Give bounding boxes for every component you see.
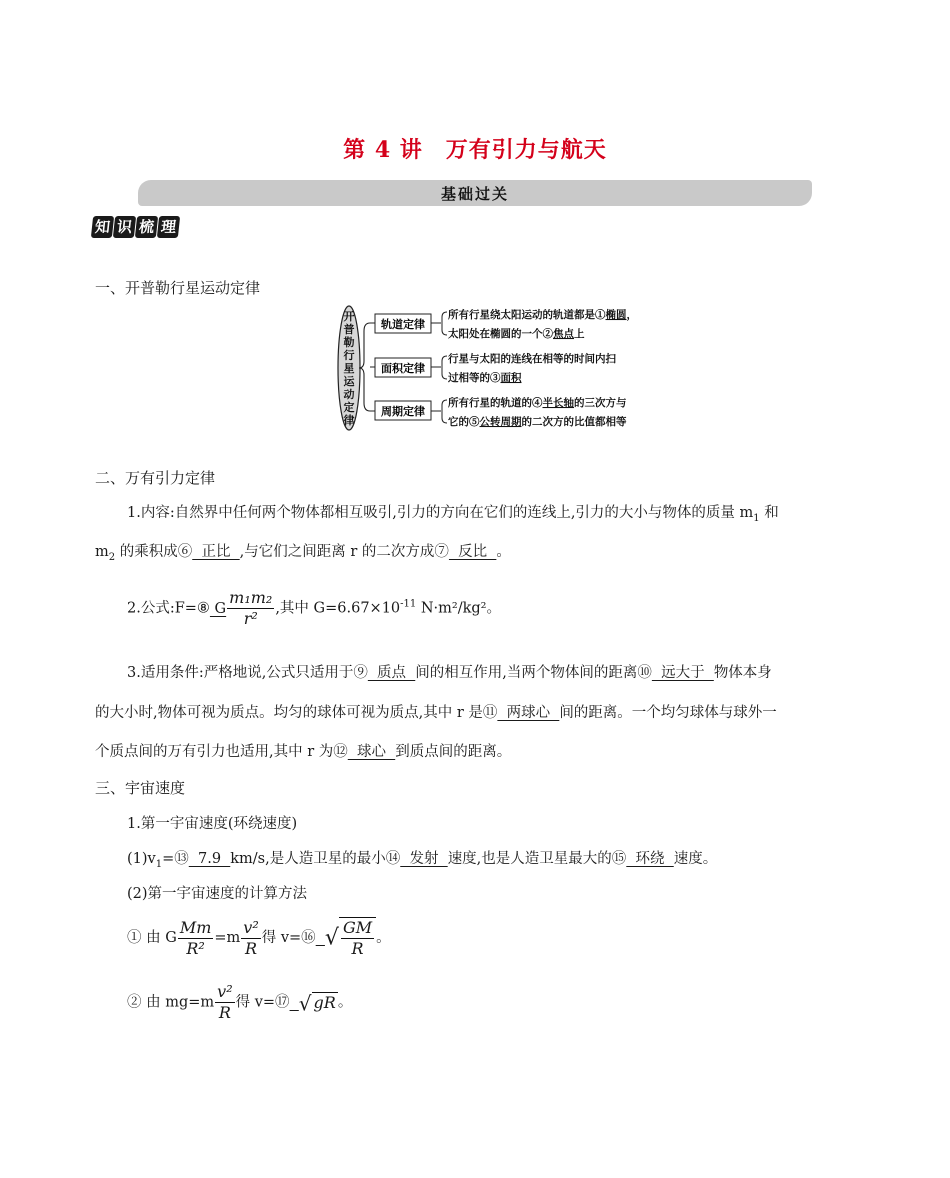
fraction xyxy=(178,918,214,959)
denominator: r² xyxy=(243,609,258,628)
text: 。 xyxy=(496,544,511,560)
fraction xyxy=(215,982,234,1023)
tag-char: 识 xyxy=(113,216,136,238)
denominator: R xyxy=(244,938,258,958)
numerator: m₁m₂ xyxy=(229,588,273,607)
subscript: 2 xyxy=(108,551,116,563)
numerator: GM xyxy=(342,918,373,937)
answer-6: 正比 xyxy=(192,544,240,560)
text: ① 由 G xyxy=(127,930,177,946)
answer-9: 质点 xyxy=(367,665,416,681)
fraction xyxy=(341,918,374,959)
numerator: v² xyxy=(217,982,233,1001)
radicand: gR xyxy=(313,992,336,1012)
knowledge-tag xyxy=(92,216,184,240)
fraction xyxy=(227,588,274,629)
root-char: 勒 xyxy=(343,336,355,349)
law-brace-orbit xyxy=(431,312,447,335)
root-char: 普 xyxy=(343,323,355,336)
text: m xyxy=(95,544,109,560)
conditions-line1 xyxy=(127,663,772,683)
orbit-law-line2: 太阳处在椭圆的一个②焦点上 xyxy=(448,328,585,340)
gravitation-formula-line xyxy=(127,588,501,629)
first-cosmic-velocity-title: 1.第一宇宙速度(环绕速度) xyxy=(127,816,298,832)
root-char: 运 xyxy=(343,375,355,388)
answer-16-blank xyxy=(316,930,325,946)
section-heading-gravitation: 二、万有引力定律 xyxy=(95,469,216,487)
method-1 xyxy=(127,917,391,959)
text: N·m²/kg²。 xyxy=(416,600,501,617)
text: 1.内容:自然界中任何两个物体都相互吸引,引力的方向在它们的连线上,引力的大小与物体的质量 m xyxy=(127,505,754,521)
period-law-line2: 它的⑤公转周期的二次方的比值都相等 xyxy=(448,416,627,428)
radical-sign-icon: √ xyxy=(324,925,339,951)
law-brace-area xyxy=(431,356,447,379)
numerator: v² xyxy=(243,917,259,937)
conditions-line3 xyxy=(95,742,511,762)
area-law-line2: 过相等的③面积 xyxy=(448,372,522,384)
constant-g: G xyxy=(209,600,227,617)
answer-10: 远大于 xyxy=(651,665,714,681)
radical-sign-icon: √ xyxy=(298,991,312,1016)
text: 的大小时,物体可视为质点。均匀的球体可视为质点,其中 r 是⑪ xyxy=(95,705,498,721)
text: 得 v=⑯ xyxy=(261,930,316,946)
period-law-line1: 所有行星的轨道的④半长轴的三次方与 xyxy=(448,397,627,409)
root-char: 开 xyxy=(343,310,355,323)
text: km/s,是人造卫星的最小⑭ xyxy=(230,851,401,867)
text: 2.公式:F=⑧ xyxy=(127,600,210,617)
root-char: 定 xyxy=(343,401,355,414)
calculation-method-title: (2)第一宇宙速度的计算方法 xyxy=(127,886,308,902)
tag-char: 知 xyxy=(91,216,114,238)
text: 。 xyxy=(337,994,353,1011)
root-chars xyxy=(344,310,356,427)
text: 。 xyxy=(376,930,391,946)
root-brace xyxy=(359,323,370,411)
text: 到质点间的距离。 xyxy=(395,744,512,760)
section-heading-cosmic-velocity: 三、宇宙速度 xyxy=(95,779,186,797)
text: 和 xyxy=(759,505,779,521)
answer-7: 反比 xyxy=(448,544,497,560)
law-name-period: 周期定律 xyxy=(381,405,425,418)
answer-8 xyxy=(209,588,275,628)
kepler-diagram xyxy=(335,303,655,433)
text: ② 由 mg=m xyxy=(127,994,215,1011)
text: 速度。 xyxy=(673,851,718,867)
conditions-line2 xyxy=(95,703,777,723)
text: 间的距离。一个均匀球体与球外一 xyxy=(559,705,777,721)
answer-14: 发射 xyxy=(400,851,448,867)
text: =m xyxy=(214,930,241,946)
text: 个质点间的万有引力也适用,其中 r 为⑫ xyxy=(95,744,348,760)
text: 间的相互作用,当两个物体间的距离⑩ xyxy=(415,665,652,681)
text: (1)v xyxy=(127,851,156,867)
section-heading-kepler: 一、开普勒行星运动定律 xyxy=(95,279,261,297)
gravitation-content-line2 xyxy=(95,542,511,568)
banner-label: 基础过关 xyxy=(440,185,509,203)
root-char: 动 xyxy=(343,388,355,401)
exponent: -11 xyxy=(400,598,417,610)
law-name-orbit: 轨道定律 xyxy=(381,318,425,331)
answer-12: 球心 xyxy=(347,744,396,760)
law-brace-period xyxy=(431,400,447,423)
answer-11: 两球心 xyxy=(497,705,560,721)
text: 速度,也是人造卫星最大的⑮ xyxy=(447,851,627,867)
area-law-line1: 行星与太阳的连线在相等的时间内扫 xyxy=(448,353,616,365)
section-banner xyxy=(138,180,812,206)
orbit-law-line1: 所有行星绕太阳运动的轨道都是①椭圆， xyxy=(448,309,637,321)
text: ,其中 G=6.67×10 xyxy=(275,600,401,617)
text: 物体本身 xyxy=(713,665,772,681)
gravitation-content-line1 xyxy=(127,503,779,529)
answer-15: 环绕 xyxy=(626,851,674,867)
radicand xyxy=(339,917,376,959)
text: 的乘积成⑥ xyxy=(115,544,193,560)
square-root xyxy=(299,992,338,1014)
text: ,与它们之间距离 r 的二次方成⑦ xyxy=(239,544,449,560)
root-char: 行 xyxy=(343,349,355,362)
text: 3.适用条件:严格地说,公式只适用于⑨ xyxy=(127,665,368,681)
root-char: 律 xyxy=(343,414,355,427)
denominator: R xyxy=(351,939,364,958)
answer-13: 7.9 xyxy=(188,851,231,867)
tag-char: 梳 xyxy=(135,216,158,238)
fraction xyxy=(241,918,260,959)
first-cosmic-velocity-value xyxy=(127,849,717,875)
subscript: 1 xyxy=(155,858,163,870)
root-char: 星 xyxy=(343,362,355,375)
method-2 xyxy=(127,982,352,1023)
denominator: R xyxy=(218,1003,231,1022)
answer-17-blank xyxy=(290,995,299,1011)
tag-char: 理 xyxy=(157,216,180,238)
law-name-area: 面积定律 xyxy=(381,362,425,375)
subscript: 1 xyxy=(753,512,760,524)
square-root xyxy=(325,917,376,959)
text: =⑬ xyxy=(162,851,189,867)
text: 得 v=⑰ xyxy=(235,994,290,1011)
numerator: Mm xyxy=(179,917,212,937)
denominator: R² xyxy=(186,938,205,958)
page-title: 第 4 讲 万有引力与航天 xyxy=(343,137,607,163)
